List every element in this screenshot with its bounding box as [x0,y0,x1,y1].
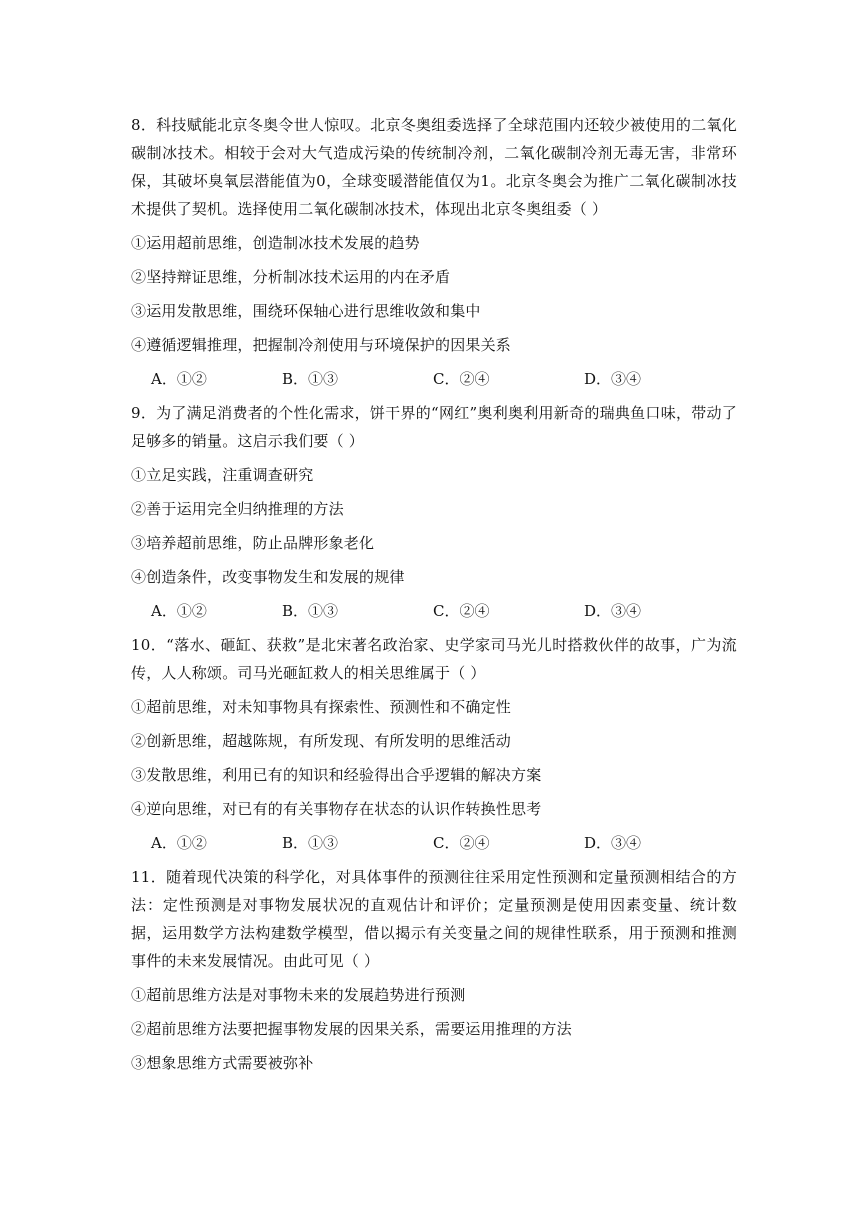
choice-a: A．①② [151,834,207,852]
choice-d: D．③④ [584,602,642,620]
question-8 [131,108,737,396]
statement-2: ②创新思维，超越陈规，有所发现、有所发明的思维活动 [131,732,512,750]
choice-c: C．②④ [433,602,490,620]
choice-d: D．③④ [584,370,642,388]
statement-4: ④遵循逻辑推理，把握制冷剂使用与环境保护的因果关系 [131,336,512,354]
statement-3: ③运用发散思维，围绕环保轴心进行思维收敛和集中 [131,302,481,320]
answer-choices [131,826,737,860]
question-stem: 8．科技赋能北京冬奥令世人惊叹。北京冬奥组委选择了全球范围内还较少被使用的二氧化碳制冰技术。相较于会对大气造成污染的传统制冷剂，二氧化碳制冷剂无毒无害，非常环保，其破坏臭氧层潜能值为0，全球变暖潜能值仅为1。北京冬奥会为推广二氧化碳制冰技术提供了契机。选择使用二氧化碳制冰技术，体现出北京冬奥组委（ ） [131,116,737,218]
statement-4: ④逆向思维，对已有的有关事物存在状态的认识作转换性思考 [131,800,542,818]
question-9 [131,396,737,628]
choice-a: A．①② [151,602,207,620]
statement-3: ③发散思维，利用已有的知识和经验得出合乎逻辑的解决方案 [131,766,542,784]
statement-2: ②善于运用完全归纳推理的方法 [131,500,344,518]
statement-1: ①立足实践，注重调查研究 [131,466,314,484]
choice-c: C．②④ [433,370,490,388]
choice-b: B．①③ [282,370,339,388]
choice-b: B．①③ [282,834,339,852]
question-stem: 10．“落水、砸缸、获救”是北宋著名政治家、史学家司马光儿时搭救伙伴的故事，广为流传，人人称颂。司马光砸缸救人的相关思维属于（ ） [131,636,737,682]
statement-2: ②坚持辩证思维，分析制冰技术运用的内在矛盾 [131,268,451,286]
answer-choices [131,362,737,396]
statement-2: ②超前思维方法要把握事物发展的因果关系，需要运用推理的方法 [131,1020,572,1038]
choice-c: C．②④ [433,834,490,852]
question-11 [131,860,737,1080]
statement-3: ③想象思维方式需要被弥补 [131,1054,314,1072]
statement-1: ①超前思维，对未知事物具有探索性、预测性和不确定性 [131,698,512,716]
question-stem: 11．随着现代决策的科学化，对具体事件的预测往往采用定性预测和定量预测相结合的方法：定性预测是对事物发展状况的直观估计和评价；定量预测是使用因素变量、统计数据，运用数学方法构建数学模型，借以揭示有关变量之间的规律性联系，用于预测和推测事件的未来发展情况。由此可见（ ） [131,868,737,970]
statement-4: ④创造条件，改变事物发生和发展的规律 [131,568,405,586]
choice-d: D．③④ [584,834,642,852]
statement-1: ①运用超前思维，创造制冰技术发展的趋势 [131,234,420,252]
question-list [131,108,737,1080]
question-10 [131,628,737,860]
question-stem: 9．为了满足消费者的个性化需求，饼干界的“网红”奥利奥利用新奇的瑞典鱼口味，带动了足够多的销量。这启示我们要（ ） [131,404,737,450]
answer-choices [131,594,737,628]
statement-1: ①超前思维方法是对事物未来的发展趋势进行预测 [131,986,466,1004]
statement-3: ③培养超前思维，防止品牌形象老化 [131,534,375,552]
choice-a: A．①② [151,370,207,388]
choice-b: B．①③ [282,602,339,620]
